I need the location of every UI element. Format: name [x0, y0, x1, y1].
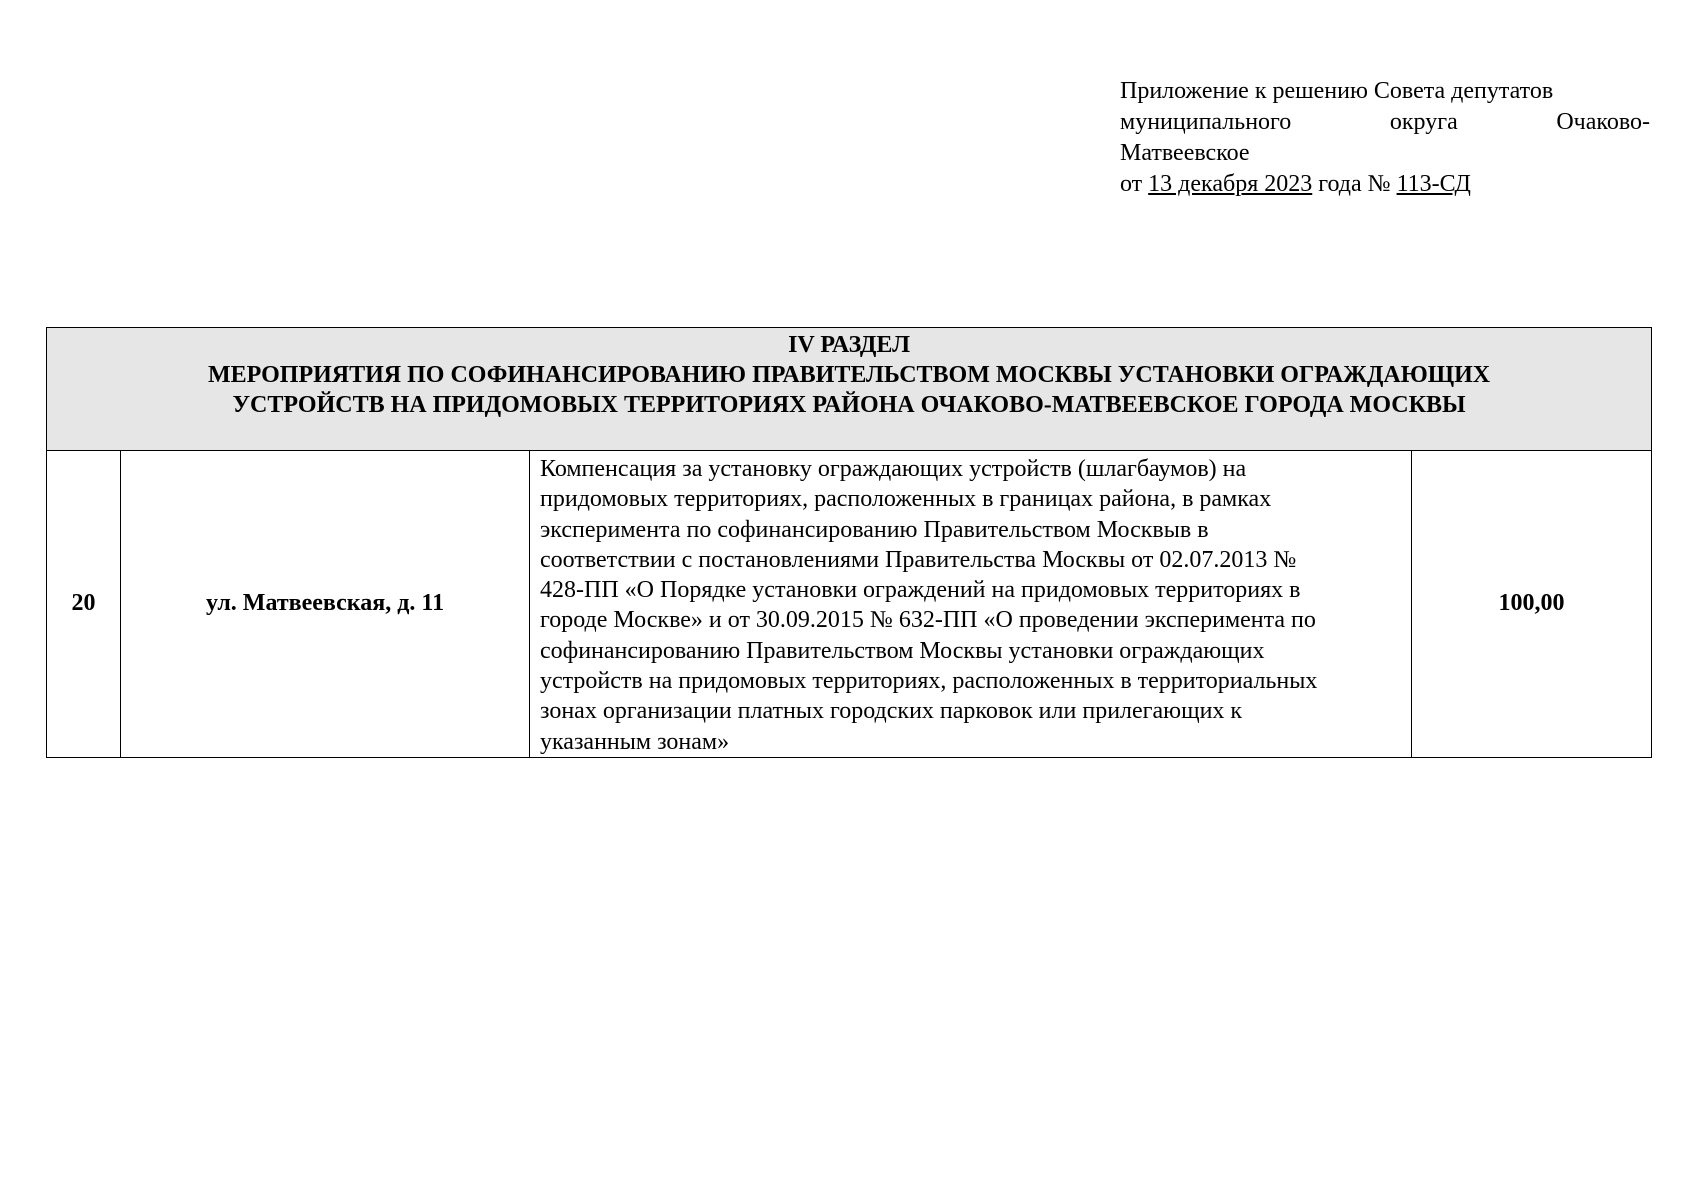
description-line: 428-ПП «О Порядке установки ограждений на придомовых территориях в	[540, 577, 1301, 604]
appendix-word: округа	[1389, 109, 1458, 135]
section-number: IV РАЗДЕЛ	[788, 332, 910, 358]
appendix-note	[1120, 76, 1650, 200]
appendix-line-3: Матвеевское	[1120, 140, 1250, 166]
section-table	[46, 327, 1652, 758]
decision-date: 13 декабря 2023	[1148, 171, 1313, 197]
appendix-word: муниципального	[1120, 109, 1292, 135]
appendix-word: Очаково-	[1556, 109, 1650, 135]
description-line: городе Москве» и от 30.09.2015 № 632-ПП «О проведении эксперимента по	[540, 607, 1316, 634]
appendix-line-2	[1120, 107, 1650, 138]
row-address: ул. Матвеевская, д. 11	[121, 451, 530, 758]
section-header-row	[47, 328, 1652, 451]
description-line: устройств на придомовых территориях, расположенных в территориальных	[540, 668, 1318, 695]
description-line: эксперимента по софинансированию Правительством Москвыв в	[540, 516, 1209, 543]
description-line: соответствии с постановлениями Правительства Москвы от 02.07.2013 №	[540, 546, 1297, 573]
appendix-line-4	[1120, 169, 1650, 200]
description-line: софинансированию Правительством Москвы установки ограждающих	[540, 637, 1265, 664]
description-line: зонах организации платных городских парковок или прилегающих к	[540, 698, 1243, 725]
table-row	[47, 451, 1652, 758]
row-number: 20	[47, 451, 121, 758]
decision-number: 113-СД	[1396, 171, 1471, 197]
appendix-line-1: Приложение к решению Совета депутатов	[1120, 78, 1554, 104]
description-line: придомовых территориях, расположенных в границах района, в рамках	[540, 486, 1272, 513]
section-title-line: УСТРОЙСТВ НА ПРИДОМОВЫХ ТЕРРИТОРИЯХ РАЙОНА ОЧАКОВО-МАТВЕЕВСКОЕ ГОРОДА МОСКВЫ	[232, 392, 1466, 418]
section-title-line: МЕРОПРИЯТИЯ ПО СОФИНАНСИРОВАНИЮ ПРАВИТЕЛЬСТВОМ МОСКВЫ УСТАНОВКИ ОГРАЖДАЮЩИХ	[207, 362, 1491, 388]
appendix-from: от	[1120, 171, 1143, 197]
description-line: Компенсация за установку ограждающих устройств (шлагбаумов) на	[540, 456, 1247, 482]
section-header	[47, 328, 1652, 451]
appendix-year-no: года №	[1318, 171, 1391, 197]
row-description	[530, 451, 1412, 758]
row-amount: 100,00	[1412, 451, 1652, 758]
description-line: указанным зонам»	[540, 728, 730, 755]
